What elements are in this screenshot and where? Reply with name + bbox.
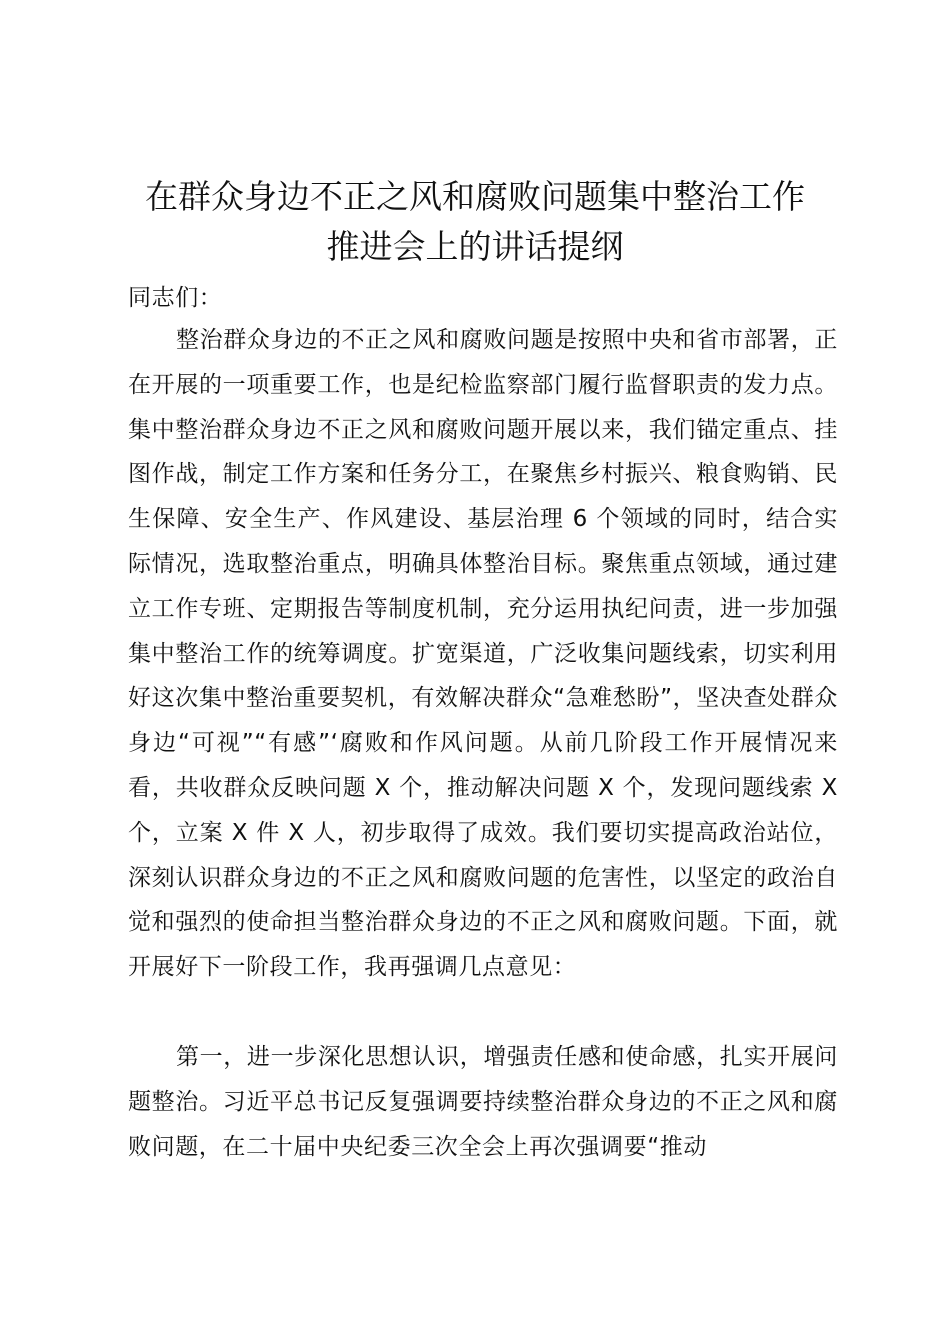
salutation: 同志们：	[128, 285, 223, 311]
paragraph-1: 整治群众身边的不正之风和腐败问题是按照中央和省市部署，正在开展的一项重要工作，也是纪检监察部门履行监督职责的发力点。集中整治群众身边不正之风和腐败问题开展以来，我们锚定重点、挂图作战，制定工作方案和任务分工，在聚焦乡村振兴、粮食购销、民生保障、安全生产、作风建设、基层治理 6 个领域的同时，结合实际情况，选取整治重点，明确具体整治目标。聚焦重点领域，通过建立工作专班、定期报告等制度机制，充分运用执纪问责，进一步加强集中整治工作的统筹调度。扩宽渠道，广泛收集问题线索，切实利用好这次集中整治重要契机，有效解决群众“急难愁盼”，坚决查处群众身边“可视”“有感”‘腐败和作风问题。从前几阶段工作开展情况来看，共收群众反映问题 X 个，推动解决问题 X 个，发现问题线索 X 个，立案 X 件 X 人，初步取得了成效。我们要切实提高政治站位，深刻认识群众身边的不正之风和腐败问题的危害性，以坚定的政治自觉和强烈的使命担当整治群众身边的不正之风和腐败问题。下面，就开展好下一阶段工作，我再强调几点意见：	[128, 327, 838, 981]
document-title-line-1: 在群众身边不正之风和腐败问题集中整治工作	[145, 177, 805, 216]
document-title-line-2: 推进会上的讲话提纲	[326, 227, 624, 266]
paragraph-2: 第一，进一步深化思想认识，增强责任感和使命感，扎实开展问题整治。习近平总书记反复强调要持续整治群众身边的不正之风和腐败问题，在二十届中央纪委三次全会上再次强调要“推动	[128, 1044, 838, 1160]
